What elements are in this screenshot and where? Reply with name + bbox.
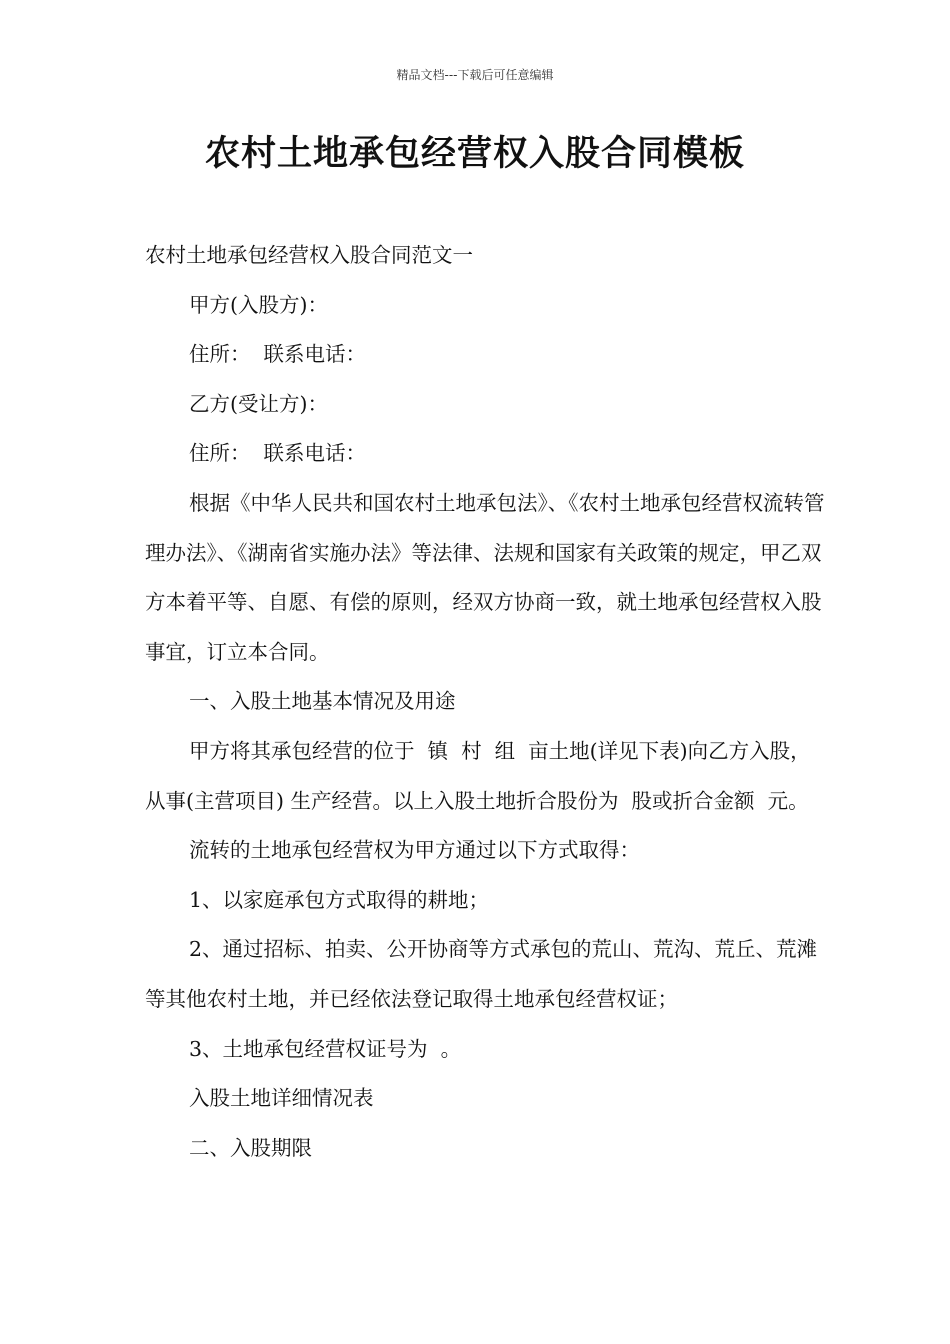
- document-title: 农村土地承包经营权入股合同模板: [204, 134, 745, 174]
- list-item-3: 3、土地承包经营权证号为 。: [189, 1036, 462, 1061]
- list-item-1: 1、以家庭承包方式取得的耕地；: [189, 887, 490, 912]
- section-heading-term: 二、入股期限: [189, 1135, 312, 1160]
- document-body: [145, 231, 825, 1173]
- list-item-2: 2、通过招标、拍卖、公开协商等方式承包的荒山、荒沟、荒丘、荒滩等其他农村土地，并已经依法登记取得土地承包经营权证；: [145, 937, 818, 1011]
- header-note: 精品文档---下载后可任意编辑: [396, 68, 554, 82]
- paragraph-legal-basis: 根据《中华人民共和国农村土地承包法》、《农村土地承包经营权流转管理办法》、《湖南省实施办法》等法律、法规和国家有关政策的规定，甲乙双方本着平等、自愿、有偿的原则，经双方协商一致，就土地承包经营权入股事宜，订立本合同。: [145, 490, 825, 664]
- paragraph-party-a: 甲方(入股方)：: [189, 292, 328, 317]
- paragraph-subtitle: 农村土地承包经营权入股合同范文一: [145, 243, 473, 267]
- paragraph-land-location: 甲方将其承包经营的位于 镇 村 组 亩土地(详见下表)向乙方入股，从事(主营项目) 生产经营。以上入股土地折合股份为 股或折合金额 元。: [145, 738, 811, 813]
- paragraph-acquisition-intro: 流转的土地承包经营权为甲方通过以下方式取得：: [189, 838, 640, 863]
- paragraph-table-caption: 入股土地详细情况表: [189, 1086, 374, 1111]
- section-heading-land-info: 一、入股土地基本情况及用途: [189, 689, 456, 714]
- paragraph-party-b: 乙方(受让方)：: [189, 391, 328, 416]
- paragraph-party-a-address: 住所： 联系电话：: [189, 342, 367, 367]
- paragraph-party-b-address: 住所： 联系电话：: [189, 441, 367, 466]
